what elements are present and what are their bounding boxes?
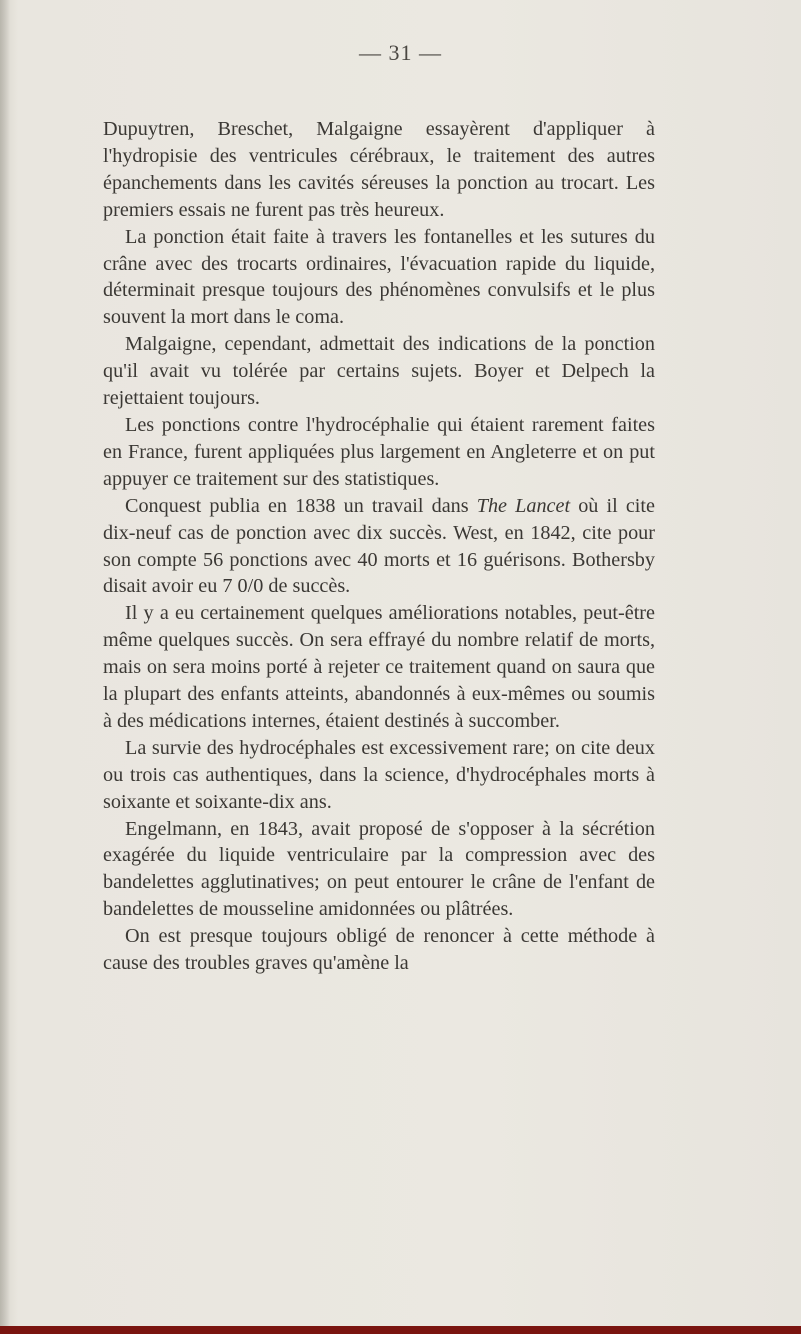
paragraph-9: On est presque toujours obligé de renoncer à cette méthode à cause des troubles graves qu'amène la [103, 925, 655, 975]
paragraph-8: Engelmann, en 1843, avait proposé de s'opposer à la sécrétion exagérée du liquide ventriculaire par la compression avec des bandelettes agglutinatives; on peut entourer le crâne de l'enfant de bandelettes de mousseline amidonnées ou plâtrées. [103, 817, 655, 921]
paragraph-3: Malgaigne, cependant, admettait des indications de la ponction qu'il avait vu tolérée par certains sujets. Boyer et Delpech la rejettaient toujours. [103, 333, 655, 410]
page-number: — 31 — [359, 40, 442, 65]
bottom-edge-band [0, 1326, 801, 1334]
page-gutter-shadow [0, 0, 10, 1334]
paragraph-6: Il y a eu certainement quelques améliorations notables, peut-être même quelques succès. On sera effrayé du nombre relatif de morts, mais on sera moins porté à rejeter ce traitement quand on saura que la plupart des enfants atteints, abandonnés à eux-mêmes ou soumis à des médications internes, étaient destinés à succomber. [103, 602, 655, 732]
journal-title: The Lancet [476, 494, 571, 517]
paragraph-5-after: où il cite dix-neuf cas de ponction avec dix succès. West, en 1842, cite pour son compte 56 ponctions avec 40 morts et 16 guérisons. Bothersby disait avoir eu 7 0/0 de succès. [103, 494, 655, 598]
paragraph-7: La survie des hydrocéphales est excessivement rare; on cite deux ou trois cas authentiques, dans la science, d'hydrocéphales morts à soixante et soixante-dix ans. [103, 736, 655, 813]
paragraph-5-before: Conquest publia en 1838 un travail dans [125, 494, 477, 517]
paragraph-1: Dupuytren, Breschet, Malgaigne essayèrent d'appliquer à l'hydropisie des ventricules cérébraux, le traitement des autres épanchements dans les cavités séreuses la ponction au trocart. Les premiers essais ne furent pas très heureux. [103, 118, 655, 221]
paragraph-5 [103, 493, 655, 601]
paragraph-4: Les ponctions contre l'hydrocéphalie qui étaient rarement faites en France, furent appliquées plus largement en Angleterre et on put appuyer ce traitement sur des statistiques. [103, 413, 655, 490]
body-text [103, 116, 655, 977]
paragraph-2: La ponction était faite à travers les fontanelles et les sutures du crâne avec des trocarts ordinaires, l'évacuation rapide du liquide, déterminait presque toujours des phénomènes convulsifs et le plus souvent la mort dans le coma. [103, 225, 655, 329]
